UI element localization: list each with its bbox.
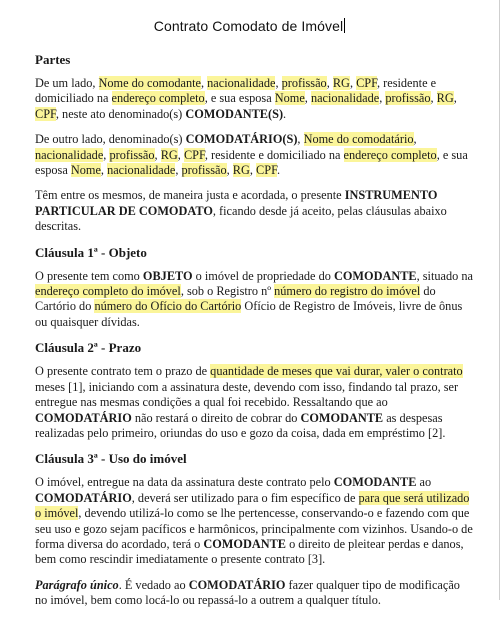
text: , — [326, 76, 333, 90]
text: , ficando desde já aceito, pelas cláusulas abaixo descritas. — [35, 203, 447, 234]
text: . — [283, 106, 287, 121]
field-rg-esposa[interactable]: RG — [232, 163, 250, 178]
text: De um lado, — [35, 76, 99, 90]
paragraph-prazo — [35, 364, 475, 441]
text: , sob o Registro nº — [180, 284, 275, 299]
text: do Cartório do — [35, 284, 436, 314]
text: . — [276, 163, 281, 178]
field-finalidade-imovel[interactable]: para que será utilizado o imóvel — [35, 490, 470, 521]
text: , residente e domiciliado na — [35, 76, 437, 106]
section-heading-clausula-1: Cláusula 1ª - Objeto — [35, 244, 147, 260]
text: , — [200, 76, 208, 90]
section-heading-partes: Partes — [35, 52, 71, 67]
paragraph-comodatario — [35, 132, 475, 178]
paragraph-uso — [35, 475, 475, 567]
field-numero-oficio[interactable]: número do Ofício do Cartório — [94, 299, 242, 314]
field-quantidade-meses[interactable]: quantidade de meses que vai durar, valer o contrato — [210, 364, 463, 379]
field-profissao[interactable]: profissão — [109, 147, 155, 162]
field-rg-esposa[interactable]: RG — [436, 91, 454, 106]
text: meses [1], iniciando com a assinatura deste, devendo com isso, findando tal prazo, ser entregue nas mesmas condições a qual foi recebido. Ressaltando que ao — [35, 379, 459, 410]
field-endereco[interactable]: endereço completo — [111, 91, 205, 106]
document-title — [0, 18, 499, 34]
text: , — [103, 147, 110, 162]
text: , — [349, 76, 357, 90]
text: , neste ato denominado(s) — [55, 106, 186, 121]
text: , — [175, 163, 182, 178]
instrumento-label: INSTRUMENTO PARTICULAR DE COMODATO — [35, 188, 438, 218]
field-cpf[interactable]: CPF — [183, 147, 205, 162]
field-profissao-esposa[interactable]: profissão — [385, 91, 431, 106]
field-nome-esposa[interactable]: Nome — [70, 163, 101, 178]
paragraph-objeto — [35, 269, 475, 331]
paragrafo-unico-label: Parágrafo único — [35, 577, 119, 592]
document-title-text: Contrato Comodato de Imóvel — [153, 18, 344, 34]
paragraph-unico — [35, 578, 475, 609]
bold-term: COMODANTE — [300, 410, 384, 425]
text: De outro lado, denominado(s) — [35, 132, 186, 147]
bold-term: COMODATÁRIO — [188, 577, 286, 592]
bold-term: COMODATÁRIO — [35, 410, 132, 425]
text: não restará o direito de cobrar do — [131, 410, 301, 425]
text: fazer qualquer tipo de modificação no imóvel, bem como locá-lo ou repassá-lo a outrem a qualquer título. — [35, 577, 460, 608]
text: , — [297, 132, 304, 147]
text: , — [430, 91, 437, 106]
role-comodatario: COMODATÁRIO(S) — [185, 132, 298, 147]
field-rg[interactable]: RG — [332, 76, 350, 90]
text: , — [413, 132, 417, 147]
text-caret — [344, 18, 345, 33]
text: o direito de pleitear perdas e danos, bem como rescindir imediatamente o presente contrato [3]. — [35, 536, 464, 567]
paragraph-acordo — [35, 188, 475, 234]
document-body[interactable] — [35, 52, 475, 619]
paragraph-comodante — [35, 76, 475, 122]
bold-term: COMODANTE — [333, 475, 417, 490]
field-rg[interactable]: RG — [160, 147, 178, 162]
bold-term: COMODATÁRIO — [35, 490, 132, 505]
text: , residente e domiciliado na — [204, 147, 344, 162]
section-heading-clausula-3: Cláusula 3ª - Uso do imóvel — [35, 451, 187, 467]
text: , — [154, 147, 161, 162]
text: o imóvel de propriedade do — [192, 268, 334, 283]
bold-term: OBJETO — [142, 268, 193, 283]
field-nome-esposa[interactable]: Nome — [274, 91, 305, 106]
text: ao — [416, 475, 432, 490]
section-heading-clausula-2: Cláusula 2ª - Prazo — [35, 340, 142, 356]
text: , e sua esposa — [35, 147, 468, 178]
bold-term: COMODANTE — [333, 268, 417, 283]
field-nacionalidade[interactable]: nacionalidade — [207, 76, 276, 90]
text: , — [177, 147, 184, 162]
text: Ofício de Registro de Imóveis, livre de ônus ou quaisquer dívidas. — [35, 299, 463, 329]
text: as despesas realizadas pelo primeiro, oriundas do uso e gozo da coisa, dada em empréstimo [2]. — [35, 410, 446, 440]
text: , deverá ser utilizado para o fim específico de — [131, 490, 359, 505]
text: O presente contrato tem o prazo de — [35, 364, 211, 379]
text: , — [100, 163, 108, 178]
text: , devendo utilizá-lo como se lhe pertencesse, conservando-o e fazendo com que seu uso e gozo sejam pacíficos e harmônicos, principalmente com vizinhos. Usando-o de forma diversa do acordado, terá o — [35, 506, 473, 551]
field-profissao-esposa[interactable]: profissão — [181, 163, 227, 178]
field-nome-comodante[interactable]: Nome do comodante — [98, 76, 201, 90]
text: , — [226, 163, 233, 178]
text: O presente tem como — [35, 268, 143, 283]
bold-term: COMODANTE — [203, 536, 286, 551]
field-nacionalidade-esposa[interactable]: nacionalidade — [107, 163, 176, 178]
field-endereco-imovel[interactable]: endereço completo do imóvel — [35, 284, 181, 299]
text: Têm entre os mesmos, de maneira justa e acordada, o presente — [35, 188, 345, 203]
field-endereco[interactable]: endereço completo — [343, 147, 437, 162]
field-nome-comodatario[interactable]: Nome do comodatário — [303, 132, 414, 147]
role-comodante: COMODANTE(S) — [185, 106, 284, 121]
field-numero-registro[interactable]: número do registro do imóvel — [274, 284, 421, 299]
text: , — [304, 91, 311, 106]
text: , e sua esposa — [204, 91, 275, 106]
text: O imóvel, entregue na data da assinatura deste contrato pelo — [35, 475, 334, 490]
text: , situado na — [416, 268, 473, 283]
text: , — [453, 91, 457, 106]
field-nacionalidade[interactable]: nacionalidade — [35, 147, 104, 162]
field-cpf[interactable]: CPF — [356, 76, 377, 90]
text: , — [275, 76, 282, 90]
text: , — [379, 91, 386, 106]
text: , — [249, 163, 257, 178]
text: . É vedado ao — [118, 577, 189, 592]
field-nacionalidade-esposa[interactable]: nacionalidade — [310, 91, 380, 106]
field-profissao[interactable]: profissão — [281, 76, 327, 90]
field-cpf-esposa[interactable]: CPF — [35, 106, 56, 121]
field-cpf-esposa[interactable]: CPF — [256, 163, 277, 178]
